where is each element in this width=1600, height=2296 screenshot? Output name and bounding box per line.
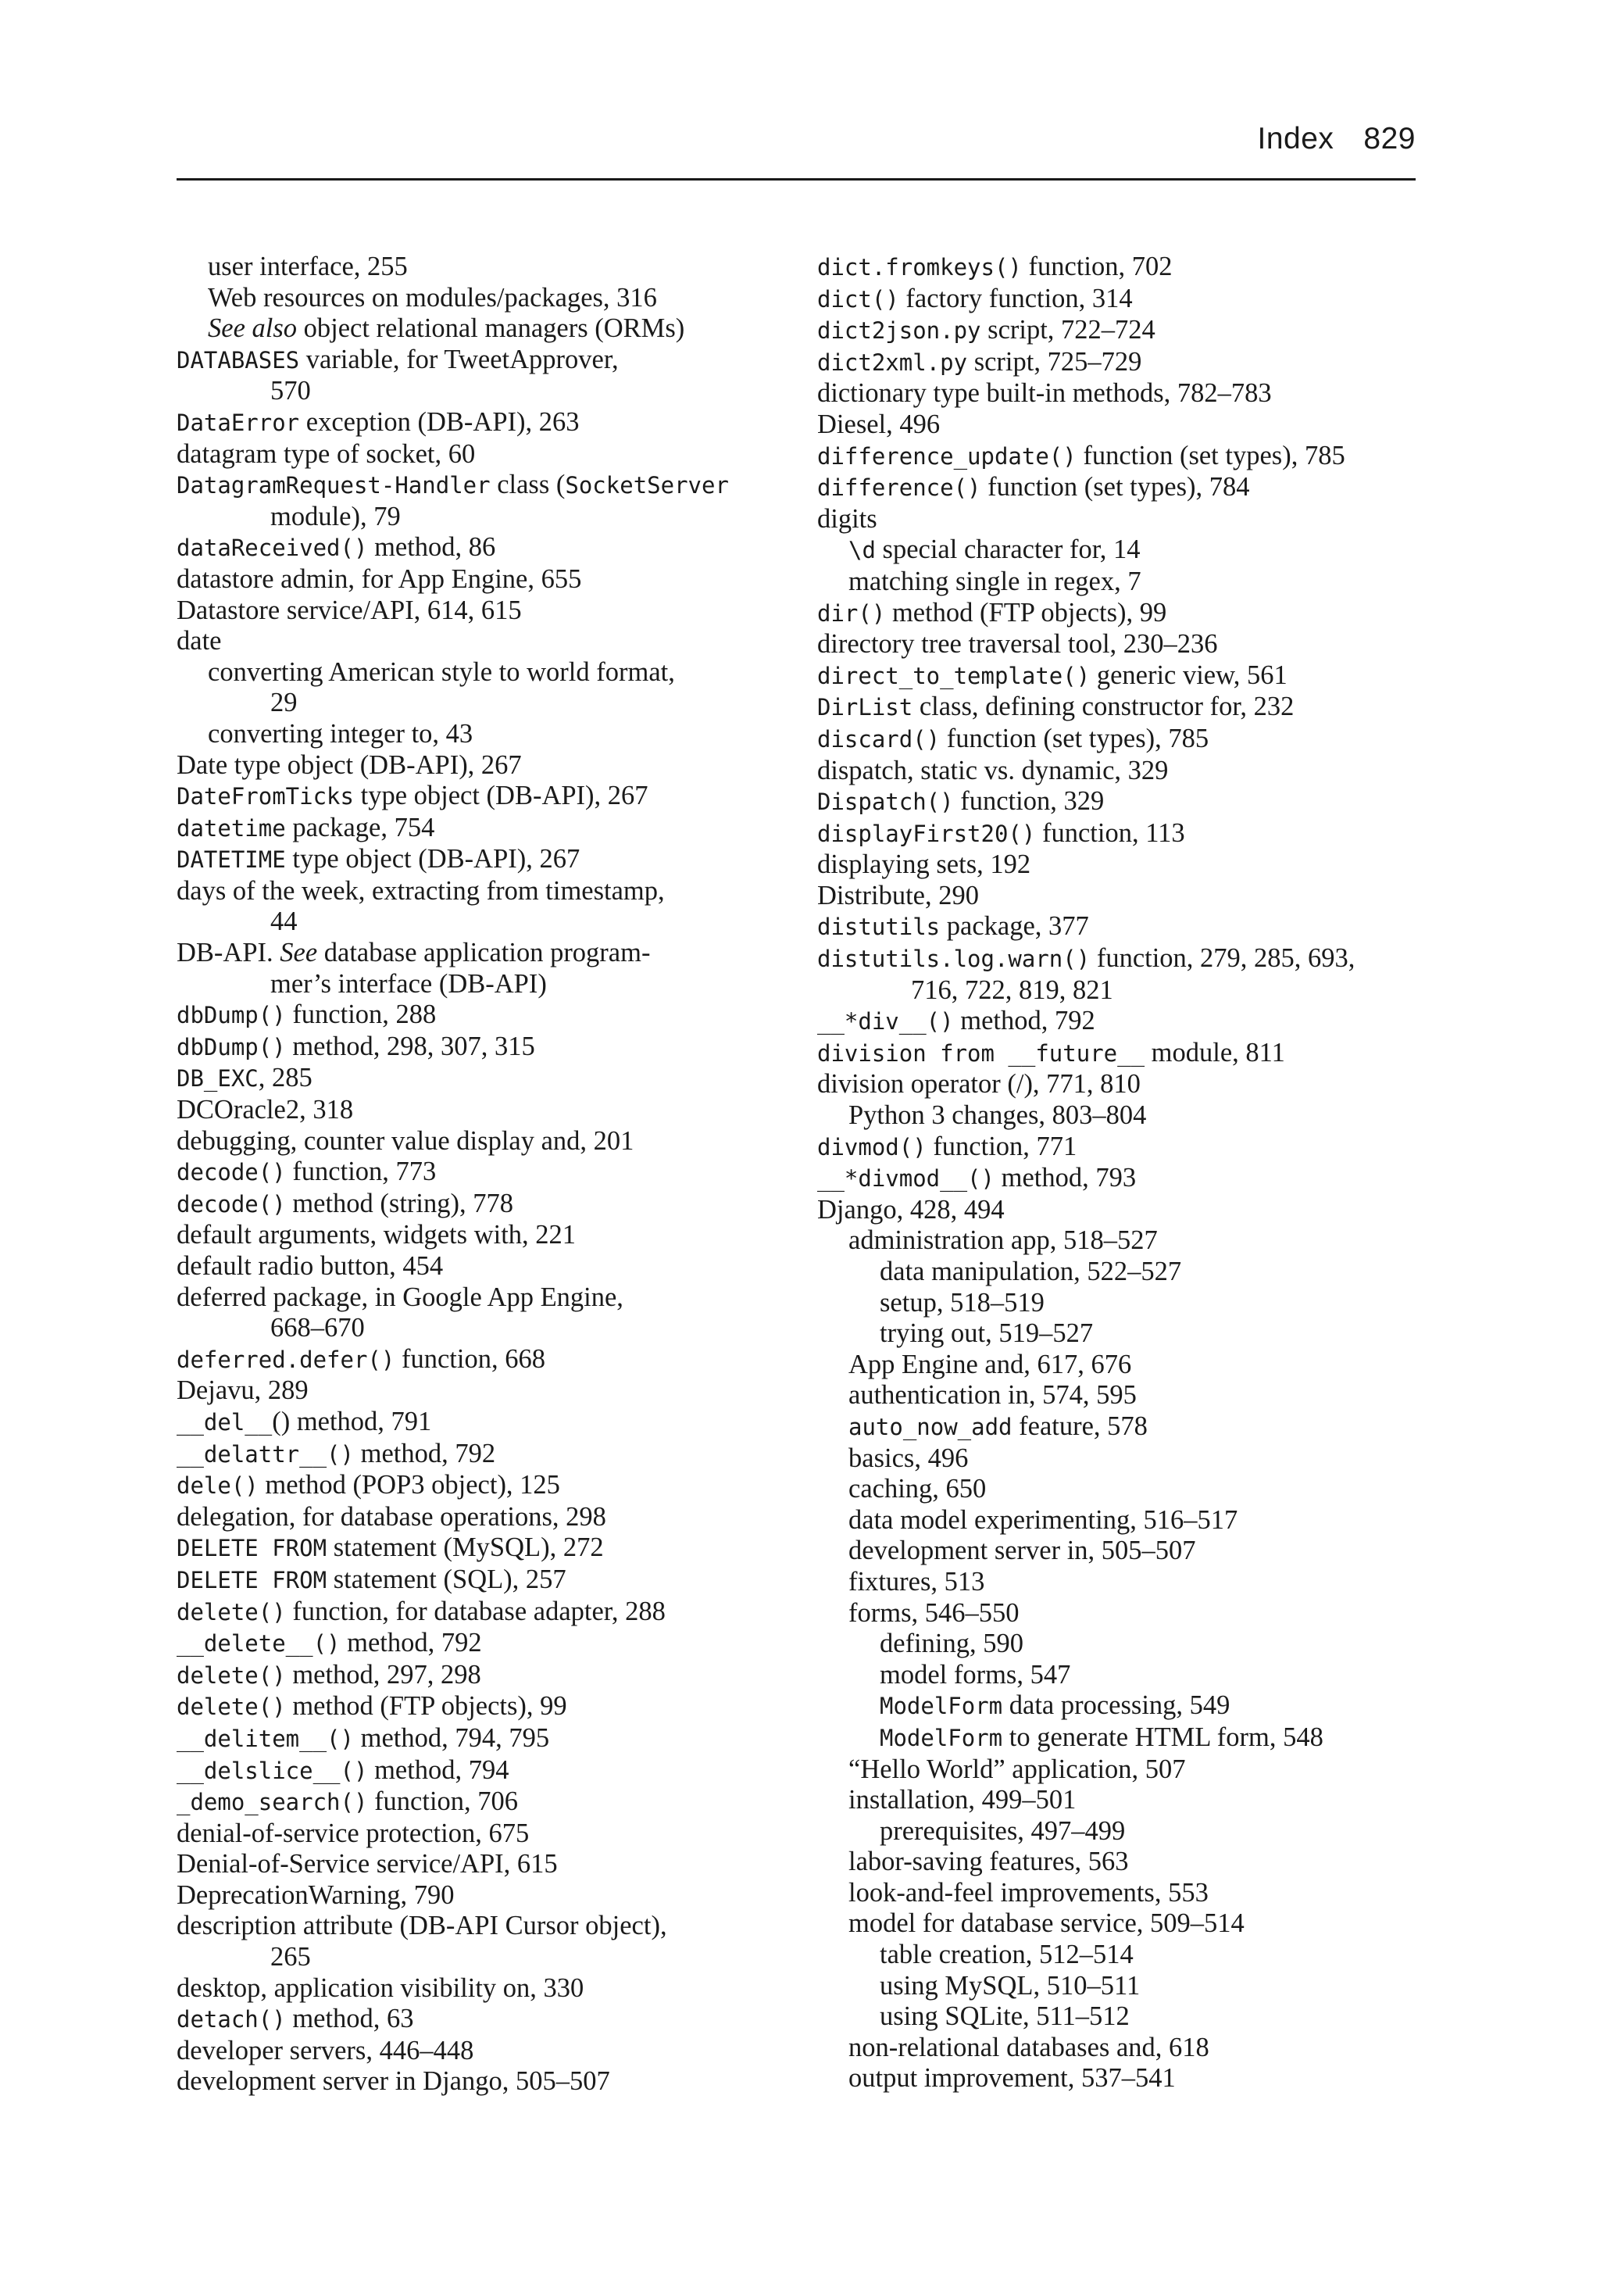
- index-entry: [177, 1628, 786, 1660]
- entry-text: delegation, for database operations, 298: [177, 1501, 606, 1532]
- index-entry: [177, 1407, 786, 1439]
- index-entry: [817, 1785, 1434, 1816]
- entry-text: 716, 722, 819, 821: [911, 975, 1113, 1005]
- code-term: dataReceived(): [177, 535, 368, 562]
- index-entry: [817, 441, 1434, 473]
- index-entry: [817, 756, 1434, 787]
- code-term: __delete__(): [177, 1630, 341, 1658]
- entry-text: Datastore service/API, 614, 615: [177, 595, 522, 625]
- entry-text: method, 298, 307, 315: [285, 1031, 535, 1061]
- code-term: __delitem__(): [177, 1725, 354, 1752]
- entry-text: feature, 578: [1012, 1411, 1148, 1441]
- code-term: DELETE FROM: [177, 1535, 327, 1562]
- entry-text: dictionary type built-in methods, 782–783: [817, 378, 1272, 409]
- entry-text: variable, for TweetApprover,: [299, 344, 619, 374]
- code-term: dele(): [177, 1472, 259, 1500]
- index-entry: [817, 786, 1434, 818]
- entry-text: non-relational databases and, 618: [848, 2032, 1209, 2062]
- code-term: delete(): [177, 1693, 286, 1721]
- index-entry: [817, 1567, 1434, 1598]
- entry-text: division operator (/), 771, 810: [817, 1069, 1141, 1100]
- index-entry: [177, 1251, 786, 1282]
- code-term: displayFirst20(): [817, 820, 1036, 847]
- entry-text: function, 113: [1035, 817, 1185, 848]
- index-entry: [817, 1816, 1434, 1847]
- entry-text: converting American style to world format,: [208, 656, 675, 687]
- index-entry: [177, 470, 786, 502]
- code-term: difference(): [817, 474, 981, 502]
- index-entry-continuation: [177, 1942, 786, 1973]
- index-entry: [177, 1032, 786, 1064]
- entry-text: function, 329: [953, 786, 1105, 817]
- index-entry: [817, 1722, 1434, 1754]
- code-term: dir(): [817, 599, 886, 627]
- entry-text: labor-saving features, 563: [848, 1847, 1129, 1877]
- index-entry: [177, 1220, 786, 1251]
- entry-text: function, 771: [926, 1131, 1077, 1161]
- entry-text: forms, 546–550: [848, 1597, 1020, 1628]
- entry-text: statement (SQL), 257: [327, 1564, 566, 1594]
- code-term: __del__: [177, 1408, 273, 1436]
- index-entry: [817, 472, 1434, 504]
- index-entry: [177, 1157, 786, 1189]
- code-term: detach(): [177, 2006, 286, 2033]
- index-entry: [817, 504, 1434, 535]
- entry-text: description attribute (DB-API Cursor object),: [177, 1911, 667, 1941]
- entry-text: using MySQL, 510–511: [880, 1970, 1141, 2001]
- index-entry: [177, 626, 786, 657]
- entry-text: script, 725–729: [967, 346, 1142, 377]
- code-term: DatagramRequest-Handler: [177, 472, 491, 499]
- index-entry: [177, 252, 786, 283]
- entry-text: developer servers, 446–448: [177, 2035, 474, 2065]
- entry-text: prerequisites, 497–499: [880, 1815, 1126, 1846]
- index-entry: [177, 532, 786, 564]
- code-term: DB_EXC: [177, 1065, 259, 1093]
- entry-text: function, 702: [1021, 252, 1173, 281]
- entry-text: Distribute, 290: [817, 880, 979, 910]
- entry-text: 265: [270, 1942, 311, 1972]
- entry-text: trying out, 519–527: [880, 1318, 1094, 1349]
- entry-text: to generate HTML form, 548: [1002, 1722, 1323, 1752]
- entry-text: displaying sets, 192: [817, 849, 1031, 880]
- index-entry: [177, 564, 786, 595]
- entry-text: function, 773: [285, 1157, 437, 1187]
- entry-text: method, 792: [340, 1628, 482, 1658]
- code-term: distutils: [817, 914, 941, 941]
- code-term: decode(): [177, 1190, 286, 1218]
- index-column-left: [177, 252, 786, 2098]
- see-reference: See also: [208, 313, 298, 344]
- index-entry: [177, 876, 786, 907]
- entry-text: Date type object (DB-API), 267: [177, 749, 522, 780]
- entry-text: default radio button, 454: [177, 1251, 444, 1281]
- index-entry: [177, 1532, 786, 1565]
- entry-text: data model experimenting, 516–517: [848, 1504, 1238, 1535]
- code-term: dict.fromkeys(): [817, 254, 1022, 281]
- index-entry: [817, 1288, 1434, 1319]
- index-entry: [817, 1598, 1434, 1629]
- index-entry-continuation: [177, 376, 786, 407]
- index-entry: [817, 724, 1434, 756]
- index-entry: [177, 1849, 786, 1880]
- entry-text: () method, 791: [272, 1406, 432, 1436]
- index-entry: [817, 1132, 1434, 1164]
- index-entry: [177, 1911, 786, 1942]
- index-entry: [817, 1505, 1434, 1536]
- entry-text: package, 377: [940, 911, 1089, 942]
- index-entry: [177, 1344, 786, 1376]
- index-entry: [817, 1225, 1434, 1257]
- index-entry-continuation: [177, 688, 786, 719]
- entry-text: function (set types), 784: [980, 472, 1250, 502]
- entry-text: dispatch, static vs. dynamic, 329: [817, 755, 1169, 785]
- code-term: discard(): [817, 725, 941, 753]
- index-entry: [817, 1536, 1434, 1567]
- index-entry: [817, 1100, 1434, 1132]
- index-entry: [817, 1971, 1434, 2002]
- entry-text: basics, 496: [848, 1443, 969, 1473]
- index-entry: [817, 1069, 1434, 1100]
- code-term: dict2xml.py: [817, 349, 968, 376]
- index-entry: [817, 911, 1434, 943]
- page-header: [177, 116, 1416, 181]
- entry-text: look-and-feel improvements, 553: [848, 1877, 1209, 1908]
- entry-text: method (FTP objects), 99: [885, 597, 1167, 628]
- entry-text: directory tree traversal tool, 230–236: [817, 629, 1218, 660]
- index-entry: [817, 1038, 1434, 1070]
- code-term: ModelForm: [880, 1693, 1003, 1720]
- entry-text: method, 792: [953, 1006, 1095, 1036]
- entry-text: function, 668: [395, 1343, 545, 1374]
- entry-text: datastore admin, for App Engine, 655: [177, 563, 582, 594]
- entry-text: 44: [270, 907, 298, 937]
- entry-text: script, 722–724: [980, 315, 1155, 345]
- entry-text: function, 706: [367, 1786, 519, 1817]
- page-number: 829: [1363, 122, 1416, 156]
- entry-text: user interface, 255: [208, 252, 408, 281]
- index-entry: [817, 2001, 1434, 2033]
- index-entry: [177, 1375, 786, 1407]
- entry-text: 668–670: [270, 1313, 365, 1343]
- code-term: datetime: [177, 814, 286, 842]
- index-entry: [177, 813, 786, 845]
- entry-text: DB-API.: [177, 938, 280, 968]
- index-entry: [817, 378, 1434, 409]
- index-entry: [177, 1660, 786, 1692]
- index-entry: [817, 347, 1434, 379]
- code-term: DateFromTicks: [177, 783, 354, 810]
- entry-text: method, 793: [994, 1163, 1137, 1193]
- index-entry: [817, 252, 1434, 284]
- see-reference: See: [280, 938, 318, 968]
- index-entry: [177, 313, 786, 345]
- code-term: DATETIME: [177, 846, 286, 874]
- entry-text: date: [177, 626, 222, 656]
- entry-text: table creation, 512–514: [880, 1940, 1134, 1970]
- entry-text: App Engine and, 617, 676: [848, 1349, 1132, 1379]
- entry-text: Denial-of-Service service/API, 615: [177, 1849, 558, 1879]
- index-entry: [817, 1629, 1434, 1660]
- index-entry: [177, 1282, 786, 1314]
- index-entry: [817, 315, 1434, 347]
- entry-text: function, 288: [285, 1000, 437, 1030]
- index-entry: [817, 409, 1434, 441]
- index-entry-continuation: [177, 969, 786, 1000]
- code-term: dict(): [817, 285, 899, 313]
- entry-text: development server in Django, 505–507: [177, 2066, 610, 2097]
- code-term: __*divmod__(): [817, 1165, 995, 1193]
- index-entry-continuation: [817, 975, 1434, 1007]
- entry-text: method, 794, 795: [353, 1722, 550, 1753]
- code-term: __delattr__(): [177, 1440, 354, 1468]
- entry-text: installation, 499–501: [848, 1785, 1077, 1815]
- entry-text: matching single in regex, 7: [848, 566, 1141, 596]
- code-term: auto_now_add: [848, 1413, 1012, 1440]
- entry-text: 570: [270, 376, 311, 406]
- entry-text: debugging, counter value display and, 201: [177, 1125, 634, 1156]
- code-term: Dispatch(): [817, 789, 954, 816]
- entry-text: type object (DB-API), 267: [285, 844, 580, 874]
- code-term: divmod(): [817, 1133, 927, 1161]
- code-term: dbDump(): [177, 1033, 286, 1060]
- index-entry: [817, 881, 1434, 912]
- index-entry: [817, 660, 1434, 692]
- entry-text: generic view, 561: [1090, 660, 1288, 690]
- entry-text: module, 811: [1145, 1037, 1285, 1068]
- index-entry: [177, 1565, 786, 1597]
- entry-text: administration app, 518–527: [848, 1225, 1158, 1256]
- code-term: DirList: [817, 694, 913, 721]
- entry-text: database application program-: [317, 938, 651, 968]
- index-entry: [177, 1755, 786, 1787]
- index-entry: [177, 1880, 786, 1912]
- index-entry: [817, 598, 1434, 630]
- entry-text: function, for database adapter, 288: [285, 1596, 666, 1626]
- entry-text: function (set types), 785: [940, 723, 1209, 753]
- index-entry: [177, 2066, 786, 2098]
- running-head: [1258, 122, 1416, 156]
- index-entry: [817, 2033, 1434, 2064]
- index-entry: [177, 1786, 786, 1819]
- index-entry: [177, 1502, 786, 1533]
- index-entry: [177, 781, 786, 813]
- code-term: dbDump(): [177, 1002, 286, 1029]
- index-entry: [177, 407, 786, 439]
- entry-text: method, 297, 298: [285, 1659, 481, 1690]
- code-term: DataError: [177, 409, 300, 436]
- entry-text: Web resources on modules/packages, 316: [208, 282, 657, 313]
- index-entry: [177, 1189, 786, 1221]
- index-entry: [177, 345, 786, 377]
- entry-text: method, 794: [367, 1754, 509, 1785]
- entry-text: Dejavu, 289: [177, 1375, 309, 1406]
- index-entry: [817, 849, 1434, 881]
- entry-text: module), 79: [270, 501, 401, 531]
- index-entry: [817, 535, 1434, 567]
- code-term: delete(): [177, 1661, 286, 1689]
- entry-text: deferred package, in Google App Engine,: [177, 1282, 623, 1312]
- index-entry: [177, 844, 786, 876]
- index-entry: [177, 1597, 786, 1629]
- index-entry: [817, 818, 1434, 850]
- index-entry: [817, 1163, 1434, 1195]
- entry-text: function, 279, 285, 693,: [1090, 943, 1355, 974]
- entry-text: Python 3 changes, 803–804: [848, 1100, 1147, 1131]
- index-entry: [177, 750, 786, 781]
- index-entry: [177, 719, 786, 750]
- entry-text: digits: [817, 503, 877, 534]
- entry-text: defining, 590: [880, 1629, 1023, 1659]
- index-entry: [177, 1126, 786, 1157]
- index-entry-continuation: [177, 907, 786, 938]
- entry-text: desktop, application visibility on, 330: [177, 1972, 584, 2003]
- entry-text: Django, 428, 494: [817, 1194, 1005, 1225]
- code-term: difference_update(): [817, 442, 1077, 470]
- index-entry: [177, 1723, 786, 1755]
- index-entry: [817, 943, 1434, 975]
- index-entry: [177, 1063, 786, 1095]
- entry-text: function (set types), 785: [1076, 440, 1345, 470]
- entry-text: factory function, 314: [898, 283, 1133, 313]
- entry-text: package, 754: [285, 812, 435, 842]
- index-entry: [177, 439, 786, 470]
- entry-text: output improvement, 537–541: [848, 2063, 1176, 2094]
- entry-text: authentication in, 574, 595: [848, 1380, 1137, 1411]
- entry-text: data manipulation, 522–527: [880, 1257, 1182, 1286]
- entry-text: setup, 518–519: [880, 1287, 1045, 1318]
- code-term: SocketServer: [565, 472, 729, 499]
- index-entry: [177, 595, 786, 627]
- index-entry: [817, 1318, 1434, 1350]
- code-term: decode(): [177, 1159, 286, 1186]
- entry-text: development server in, 505–507: [848, 1536, 1196, 1566]
- entry-text: method (string), 778: [285, 1188, 513, 1218]
- index-entry: [177, 938, 786, 969]
- code-term: _demo_search(): [177, 1789, 368, 1816]
- entry-text: “Hello World” application, 507: [848, 1754, 1186, 1784]
- index-entry: [817, 1350, 1434, 1381]
- code-term: DATABASES: [177, 346, 300, 374]
- entry-text: using SQLite, 511–512: [880, 2001, 1130, 2032]
- entry-text: caching, 650: [848, 1474, 987, 1504]
- entry-text: 29: [270, 688, 298, 718]
- index-entry: [177, 657, 786, 688]
- index-entry: [817, 1006, 1434, 1038]
- entry-text: denial-of-service protection, 675: [177, 1818, 530, 1848]
- code-term: division from __future__: [817, 1039, 1145, 1067]
- index-entry: [177, 2036, 786, 2067]
- entry-text: object relational managers (ORMs): [297, 313, 685, 344]
- index-entry-continuation: [177, 1313, 786, 1344]
- index-entry: [817, 1380, 1434, 1411]
- index-entry: [817, 1411, 1434, 1443]
- entry-text: special character for, 14: [875, 535, 1141, 565]
- entry-text: DCOracle2, 318: [177, 1095, 354, 1125]
- entry-text: model for database service, 509–514: [848, 1908, 1245, 1939]
- entry-text: data processing, 549: [1002, 1690, 1230, 1721]
- index-entry-continuation: [177, 502, 786, 533]
- entry-text: converting integer to, 43: [208, 718, 473, 749]
- index-entry: [177, 2004, 786, 2036]
- index-entry: [817, 1940, 1434, 1971]
- code-term: direct_to_template(): [817, 662, 1091, 689]
- entry-text: method, 86: [367, 532, 496, 563]
- index-entry: [817, 1754, 1434, 1786]
- entry-text: method (POP3 object), 125: [258, 1470, 560, 1500]
- entry-text: DeprecationWarning, 790: [177, 1879, 455, 1910]
- index-entry: [817, 1195, 1434, 1226]
- index-entry: [177, 1439, 786, 1471]
- index-entry: [177, 1000, 786, 1032]
- entry-text: method, 792: [353, 1438, 496, 1468]
- index-entry: [177, 1095, 786, 1126]
- index-entry: [817, 692, 1434, 724]
- index-entry: [177, 1470, 786, 1502]
- index-entry: [817, 1908, 1434, 1940]
- entry-text: model forms, 547: [880, 1659, 1071, 1690]
- code-term: distutils.log.warn(): [817, 946, 1091, 973]
- entry-text: Diesel, 496: [817, 409, 941, 439]
- code-term: \d: [848, 537, 876, 564]
- index-entry: [177, 1973, 786, 2005]
- index-entry: [817, 1660, 1434, 1691]
- index-entry: [817, 567, 1434, 598]
- index-entry: [817, 1474, 1434, 1505]
- index-entry: [817, 284, 1434, 316]
- index-column-right: [817, 252, 1434, 2094]
- index-entry: [177, 1819, 786, 1850]
- section-title: Index: [1257, 122, 1334, 156]
- entry-text: class (: [490, 470, 566, 500]
- code-term: __delslice__(): [177, 1757, 368, 1784]
- entry-text: datagram type of socket, 60: [177, 438, 476, 469]
- index-entry: [817, 2063, 1434, 2094]
- index-entry: [817, 1257, 1434, 1288]
- entry-text: , 285: [258, 1063, 312, 1093]
- entry-text: fixtures, 513: [848, 1566, 985, 1597]
- index-entry: [817, 1847, 1434, 1878]
- entry-text: class, defining constructor for, 232: [912, 692, 1295, 722]
- index-entry: [177, 283, 786, 314]
- entry-text: exception (DB-API), 263: [299, 406, 580, 437]
- entry-text: days of the week, extracting from timestamp,: [177, 875, 665, 906]
- code-term: DELETE FROM: [177, 1566, 327, 1593]
- entry-text: mer’s interface (DB-API): [270, 968, 547, 999]
- entry-text: default arguments, widgets with, 221: [177, 1220, 577, 1250]
- index-entry: [177, 1691, 786, 1723]
- entry-text: statement (MySQL), 272: [327, 1532, 604, 1563]
- code-term: ModelForm: [880, 1724, 1003, 1751]
- index-entry: [817, 1878, 1434, 1909]
- code-term: __*div__(): [817, 1008, 954, 1035]
- index-entry: [817, 1690, 1434, 1722]
- code-term: delete(): [177, 1598, 286, 1625]
- index-entry: [817, 1443, 1434, 1475]
- entry-text: method (FTP objects), 99: [285, 1691, 567, 1722]
- index-entry: [817, 629, 1434, 660]
- entry-text: method, 63: [285, 2004, 414, 2034]
- code-term: deferred.defer(): [177, 1346, 395, 1373]
- code-term: dict2json.py: [817, 317, 981, 345]
- entry-text: type object (DB-API), 267: [353, 781, 648, 811]
